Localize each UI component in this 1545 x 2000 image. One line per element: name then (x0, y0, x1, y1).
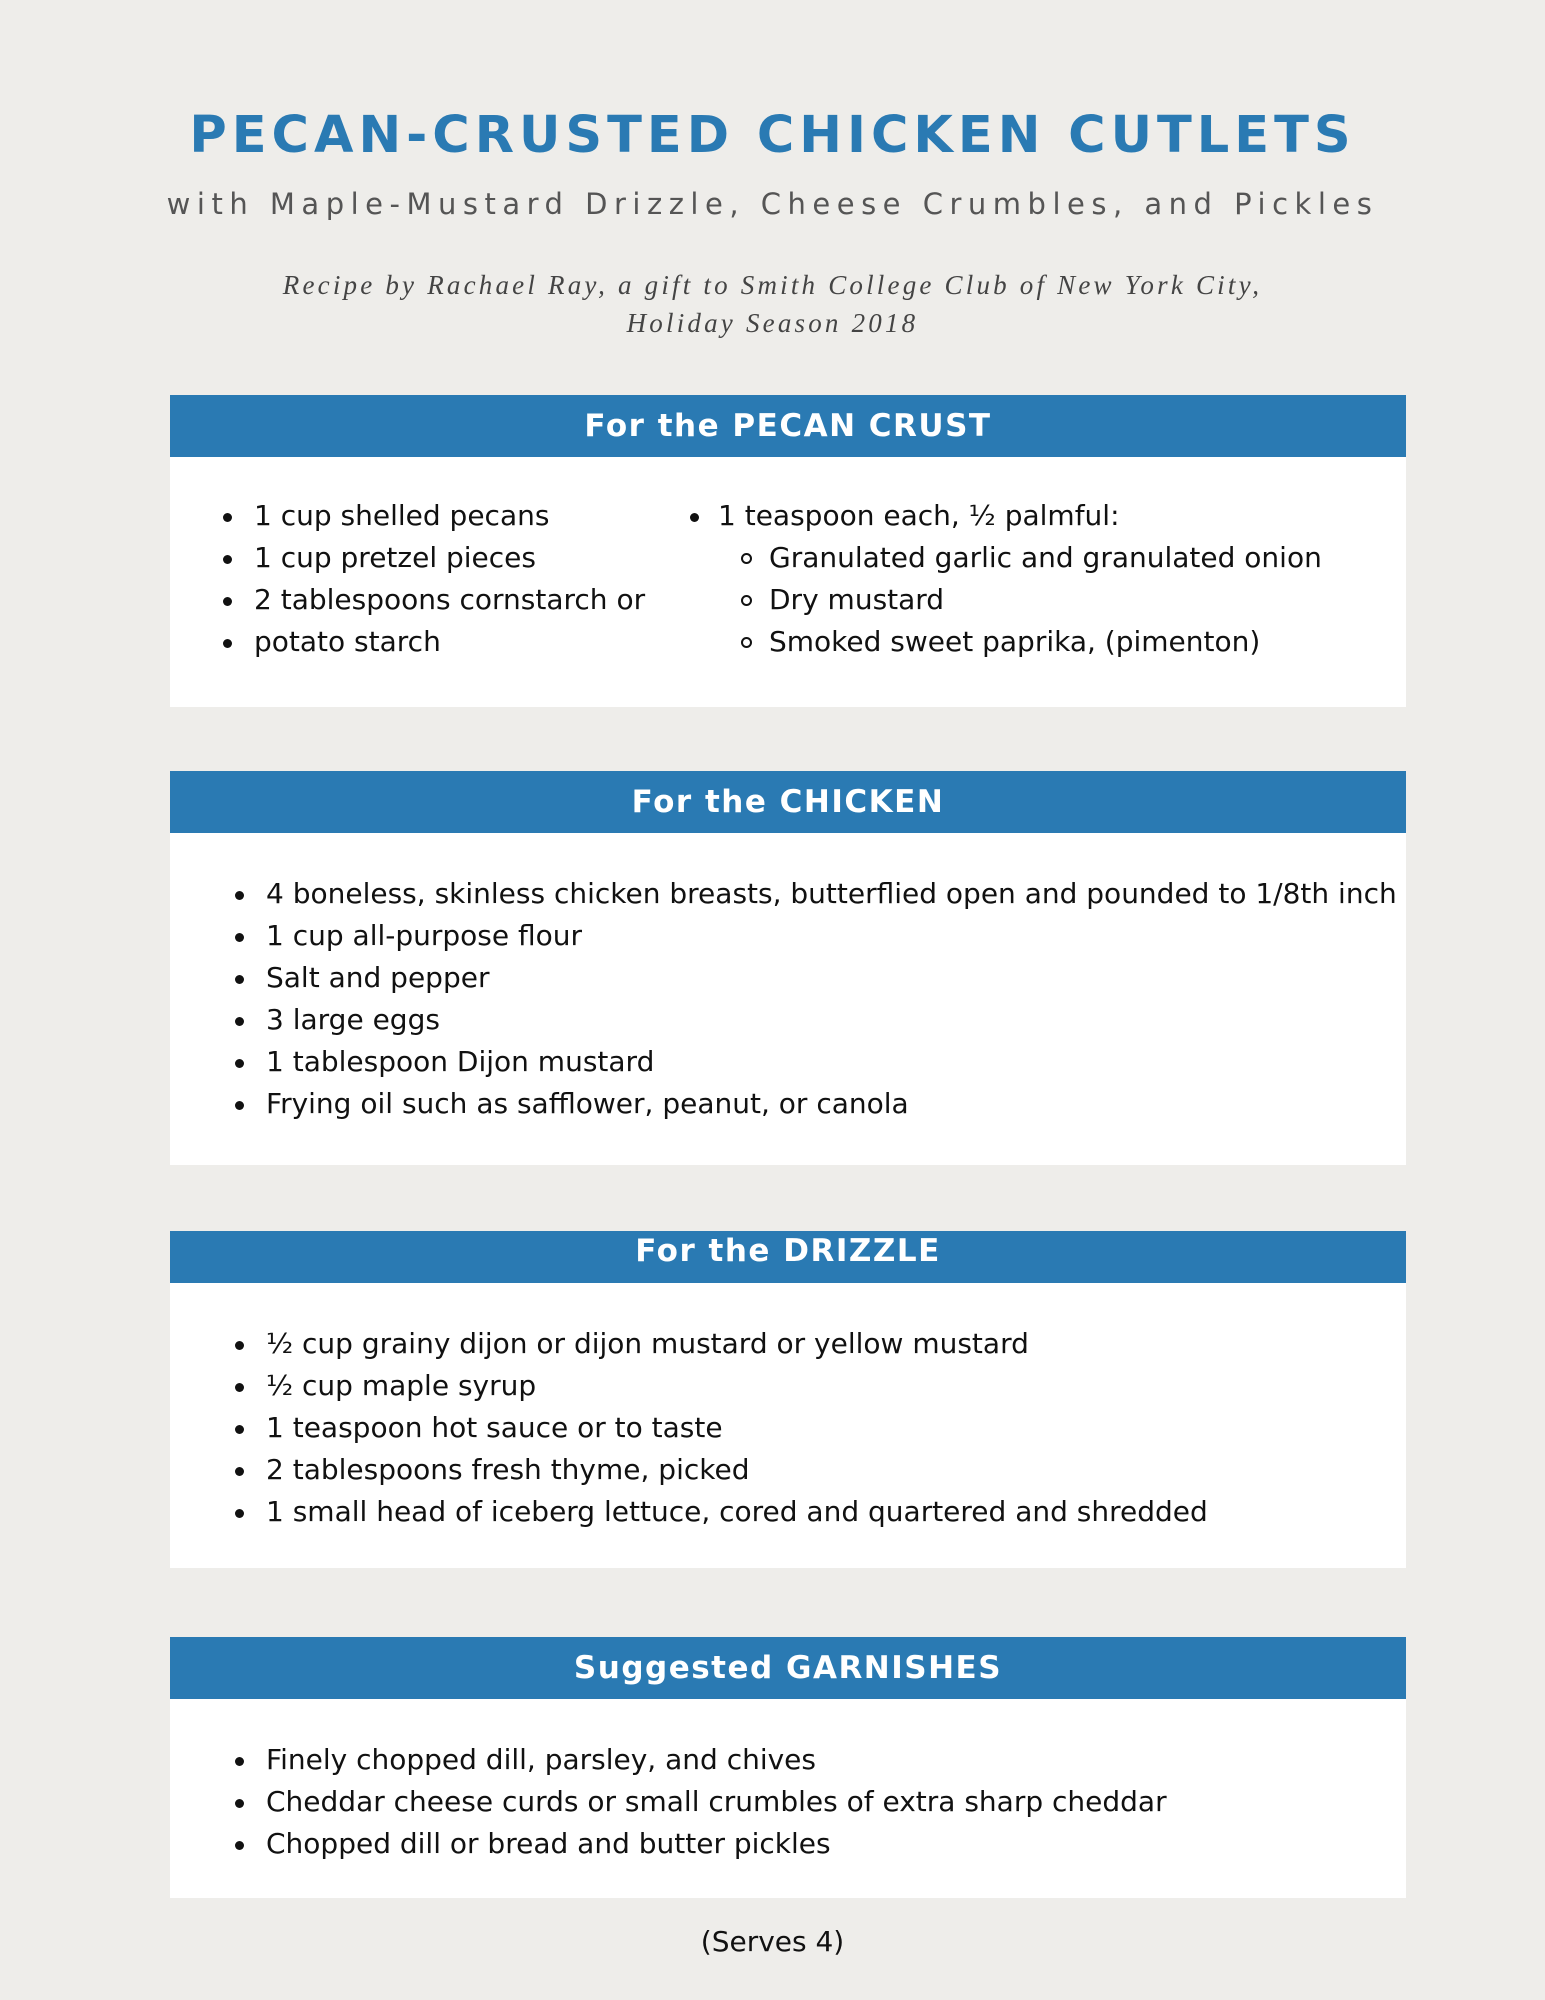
list-item: ½ cup maple syrup (170, 1365, 1406, 1407)
list-item: 3 large eggs (170, 999, 1406, 1041)
pecan-crust-heading: For the PECAN CRUST (170, 395, 1406, 457)
seasoning-sublist (690, 537, 1322, 663)
serves-note: (Serves 4) (700, 1925, 845, 1958)
list-item: 1 cup all-purpose flour (170, 915, 1406, 957)
recipe-credit (0, 266, 1545, 342)
credit-line-2: Holiday Season 2018 (626, 308, 919, 338)
pecan-crust-right-list (690, 495, 1322, 663)
list-item: Frying oil such as safflower, peanut, or canola (170, 1083, 1406, 1125)
drizzle-list (170, 1323, 1406, 1533)
list-item: 1 teaspoon each, ½ palmful: (690, 495, 1322, 537)
list-item: Chopped dill or bread and butter pickles (170, 1823, 1406, 1865)
garnishes-list (170, 1739, 1406, 1865)
list-item: potato starch (170, 621, 645, 663)
sublist-item: Smoked sweet paprika, (pimenton) (690, 621, 1322, 663)
pecan-crust-left-list (170, 495, 645, 663)
chicken-list (170, 873, 1406, 1125)
list-item: 1 cup pretzel pieces (170, 537, 645, 579)
list-item: 4 boneless, skinless chicken breasts, butterflied open and pounded to 1/8th inch (170, 873, 1406, 915)
list-item: 2 tablespoons fresh thyme, picked (170, 1449, 1406, 1491)
drizzle-heading: For the DRIZZLE (170, 1231, 1406, 1283)
drizzle-card (170, 1231, 1406, 1568)
list-item: 1 teaspoon hot sauce or to taste (170, 1407, 1406, 1449)
list-item: 1 tablespoon Dijon mustard (170, 1041, 1406, 1083)
list-item: Finely chopped dill, parsley, and chives (170, 1739, 1406, 1781)
recipe-subtitle: with Maple-Mustard Drizzle, Cheese Crumbles, and Pickles (166, 187, 1379, 221)
list-item: Cheddar cheese curds or small crumbles of extra sharp cheddar (170, 1781, 1406, 1823)
chicken-card (170, 771, 1406, 1165)
list-item: 2 tablespoons cornstarch or (170, 579, 645, 621)
garnishes-heading: Suggested GARNISHES (170, 1637, 1406, 1699)
list-item: Salt and pepper (170, 957, 1406, 999)
sublist-item: Dry mustard (690, 579, 1322, 621)
recipe-title: PECAN-CRUSTED CHICKEN CUTLETS (189, 106, 1356, 165)
garnishes-card (170, 1637, 1406, 1898)
list-item: ½ cup grainy dijon or dijon mustard or yellow mustard (170, 1323, 1406, 1365)
credit-line-1: Recipe by Rachael Ray, a gift to Smith College Club of New York City, (282, 270, 1263, 300)
chicken-heading: For the CHICKEN (170, 771, 1406, 833)
list-item: 1 small head of iceberg lettuce, cored and quartered and shredded (170, 1491, 1406, 1533)
list-item: 1 cup shelled pecans (170, 495, 645, 537)
pecan-crust-card (170, 395, 1406, 707)
sublist-item: Granulated garlic and granulated onion (690, 537, 1322, 579)
